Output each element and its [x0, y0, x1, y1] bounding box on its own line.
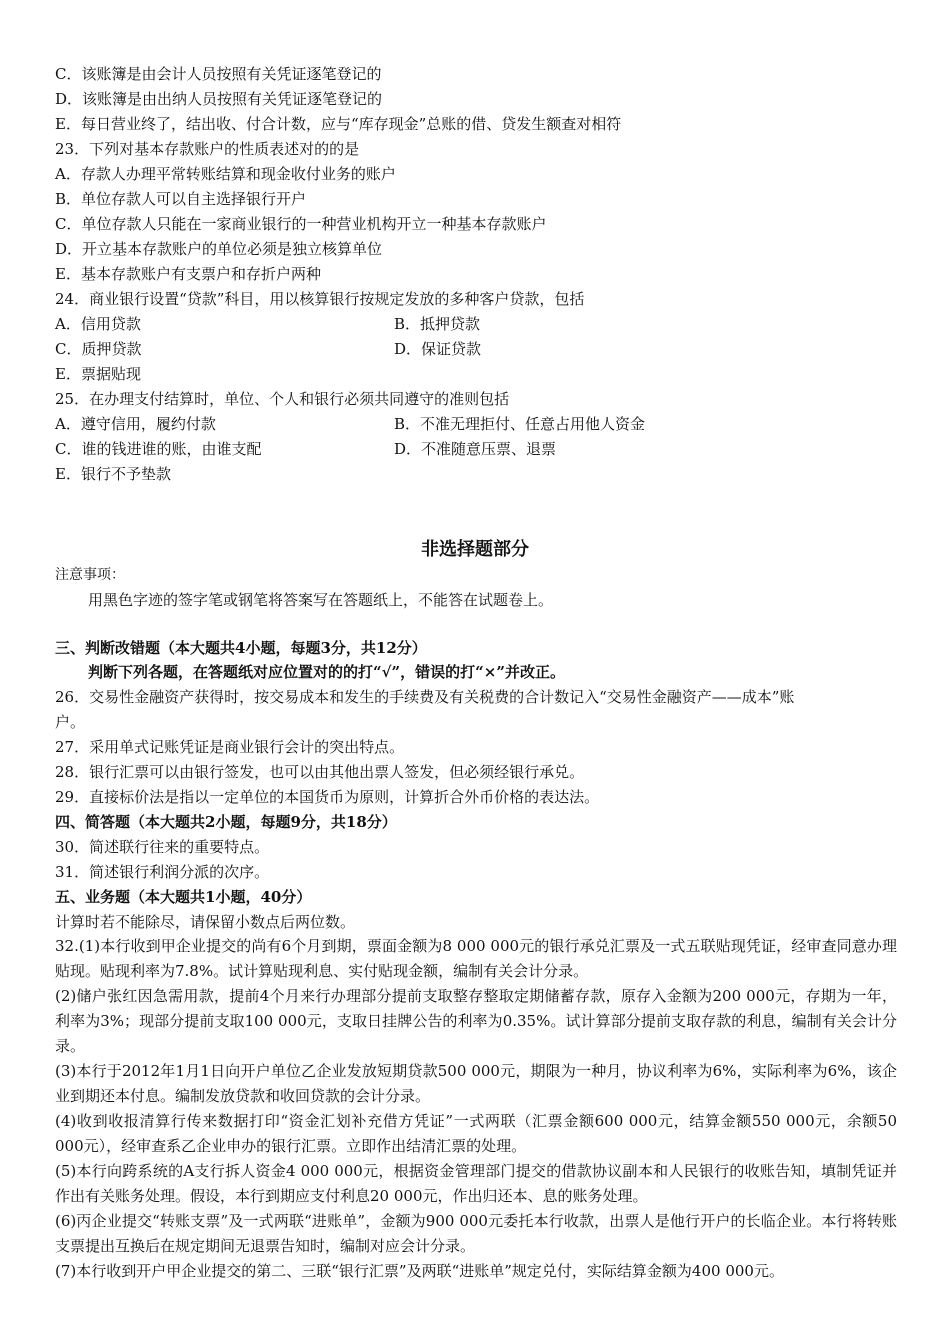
- q32-item-6: (6)丙企业提交“转账支票”及一式两联“进账单”，金额为900 000元委托本行收款，出票人是他行开户的长临企业。本行将转账支票提出互换后在规定期间无退票告知时，编制对应会计分录。: [55, 1212, 897, 1255]
- q24-option-d: D．保证贷款: [394, 340, 482, 358]
- q25-option-c: C．谁的钱进谁的账，由谁支配: [55, 440, 262, 458]
- part4-heading: 四、简答题（本大题共2小题，每题9分，共18分）: [55, 813, 397, 831]
- q23-option-d: D．开立基本存款账户的单位必须是独立核算单位: [55, 240, 383, 258]
- part5-note: 计算时若不能除尽，请保留小数点后两位数。: [55, 913, 356, 931]
- q23-option-e: E．基本存款账户有支票户和存折户两种: [55, 265, 321, 283]
- q25-stem: 25．在办理支付结算时，单位、个人和银行必须共同遵守的准则包括: [55, 390, 510, 408]
- part5-heading: 五、业务题（本大题共1小题，40分）: [55, 888, 312, 906]
- q22-option-d: D．该账簿是由出纳人员按照有关凭证逐笔登记的: [55, 90, 383, 108]
- q25-option-b: B．不准无理拒付、任意占用他人资金: [394, 415, 646, 433]
- q30: 30．简述联行往来的重要特点。: [55, 838, 270, 856]
- q25-option-a: A．遵守信用，履约付款: [55, 415, 216, 433]
- q23-option-b: B．单位存款人可以自主选择银行开户: [55, 190, 307, 208]
- q31: 31．简述银行利润分派的次序。: [55, 863, 270, 881]
- q26-line1: 26．交易性金融资产获得时，按交易成本和发生的手续费及有关税费的合计数记入“交易性金融资产——成本”账: [55, 688, 795, 706]
- q26-line2: 户。: [55, 713, 86, 731]
- q24-option-e: E．票据贴现: [55, 365, 141, 383]
- q24-stem: 24．商业银行设置“贷款”科目，用以核算银行按规定发放的多种客户贷款，包括: [55, 290, 585, 308]
- q32-item-1: 32.(1)本行收到甲企业提交的尚有6个月到期，票面金额为8 000 000元的银行承兑汇票及一式五联贴现凭证，经审查同意办理贴现。贴现利率为7.8%。试计算贴现利息、实付贴现金额，编制有关会计分录。: [55, 937, 897, 980]
- q32-item-7: (7)本行收到开户甲企业提交的第二、三联“银行汇票”及两联“进账单”规定兑付，实际结算金额为400 000元。: [55, 1262, 784, 1280]
- part3-heading: 三、判断改错题（本大题共4小题，每题3分，共12分）: [55, 639, 427, 657]
- q23-option-c: C．单位存款人只能在一家商业银行的一种营业机构开立一种基本存款账户: [55, 215, 547, 233]
- q29: 29．直接标价法是指以一定单位的本国货币为原则，计算折合外币价格的表达法。: [55, 788, 600, 806]
- q23-option-a: A．存款人办理平常转账结算和现金收付业务的账户: [55, 165, 396, 183]
- notice-text: 用黑色字迹的签字笔或钢笔将答案写在答题纸上，不能答在试题卷上。: [88, 591, 554, 609]
- part3-instruction: 判断下列各题，在答题纸对应位置对的的打“√”，错误的打“×”并改正。: [88, 663, 565, 681]
- q22-option-e: E．每日营业终了，结出收、付合计数，应与“库存现金”总账的借、贷发生额查对相符: [55, 115, 622, 133]
- q28: 28．银行汇票可以由银行签发，也可以由其他出票人签发，但必须经银行承兑。: [55, 763, 585, 781]
- q32-item-3: (3)本行于2012年1月1日向开户单位乙企业发放短期贷款500 000元，期限为一种月，协议利率为6%，实际利率为6%，该企业到期还本付息。编制发放贷款和收回贷款的会计分录。: [55, 1062, 897, 1105]
- q25-option-d: D．不准随意压票、退票: [394, 440, 557, 458]
- q24-option-a: A．信用贷款: [55, 315, 141, 333]
- q32-item-4: (4)收到收报清算行传来数据打印“资金汇划补充借方凭证”一式两联（汇票金额600 000元，结算金额550 000元，余额50 000元），经审查系乙企业申办的银行汇票。立即作出结清汇票的处理。: [55, 1112, 897, 1155]
- q32-item-2: (2)储户张红因急需用款，提前4个月来行办理部分提前支取整存整取定期储蓄存款，原存入金额为200 000元，存期为一年，利率为3%；现部分提前支取100 000元，支取日挂牌公告的利率为0.35%。试计算部分提前支取存款的利息，编制有关会计分录。: [55, 987, 897, 1055]
- q24-option-c: C．质押贷款: [55, 340, 142, 358]
- q24-option-b: B．抵押贷款: [394, 315, 481, 333]
- q27: 27．采用单式记账凭证是商业银行会计的突出特点。: [55, 738, 405, 756]
- notice-heading: 注意事项：: [55, 567, 125, 583]
- q32-item-5: (5)本行向跨系统的A支行拆人资金4 000 000元，根据资金管理部门提交的借款协议副本和人民银行的收账告知，填制凭证并作出有关账务处理。假设，本行到期应支付利息20 000元，作出归还本、息的账务处理。: [55, 1162, 897, 1205]
- section-title: 非选择题部分: [421, 539, 529, 560]
- q23-stem: 23．下列对基本存款账户的性质表述对的的是: [55, 140, 360, 158]
- q25-option-e: E．银行不予垫款: [55, 465, 171, 483]
- q22-option-c: C．该账簿是由会计人员按照有关凭证逐笔登记的: [55, 65, 382, 83]
